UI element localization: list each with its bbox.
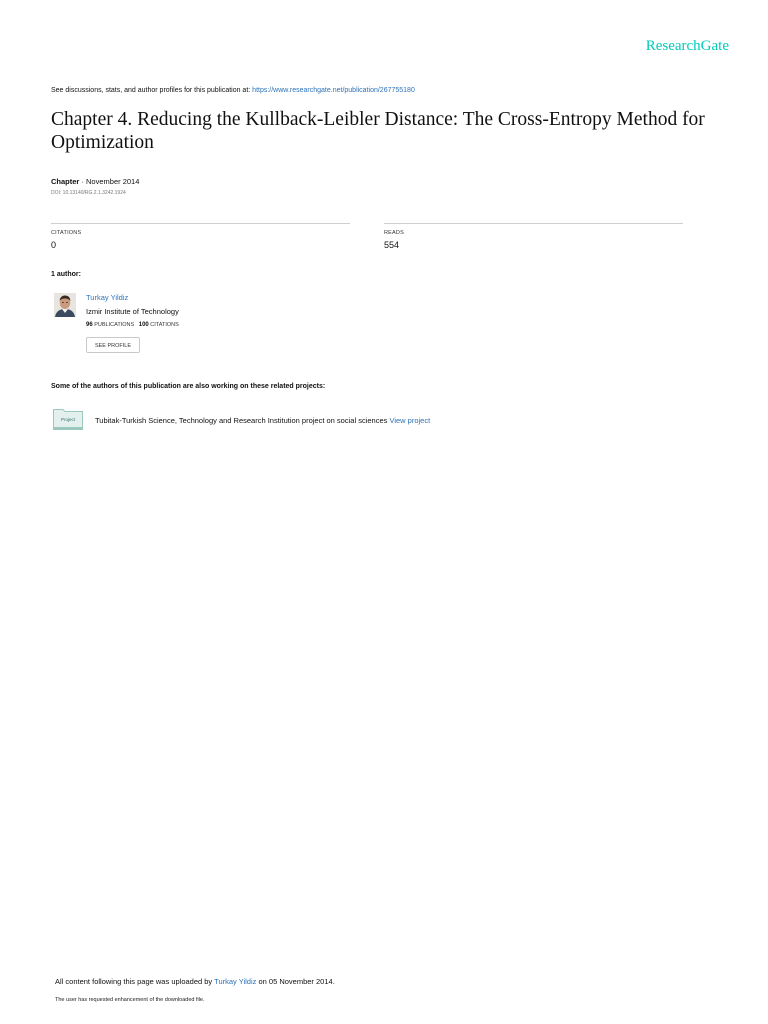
discussion-prefix: See discussions, stats, and author profiles for this publication at: [51, 87, 253, 94]
author-citations-count: 100 [138, 322, 149, 328]
person-photo-icon [54, 293, 76, 317]
author-name-link[interactable]: Turkay Yildiz [86, 293, 129, 302]
author-publications-count: 96 [86, 322, 93, 328]
author-institution: Izmir Institute of Technology [86, 307, 179, 316]
citations-value: 0 [51, 240, 57, 250]
view-project-link[interactable]: View project [389, 416, 431, 425]
citations-divider [51, 223, 350, 224]
upload-suffix: on 05 November 2014. [256, 977, 335, 986]
reads-divider [384, 223, 683, 224]
related-project-item [95, 416, 430, 425]
meta-separator: · [79, 177, 87, 186]
project-title: Tubitak-Turkish Science, Technology and Research Institution project on social sciences [95, 416, 390, 425]
publication-meta [51, 177, 139, 186]
citations-label: CITATIONS [51, 230, 82, 236]
related-projects-heading: Some of the authors of this publication are also working on these related projects: [51, 383, 326, 390]
researchgate-logo[interactable]: ResearchGate [645, 38, 729, 54]
publication-doi: DOI: 10.13140/RG.2.1.3242.1924 [51, 190, 126, 196]
publication-url-link[interactable]: https://www.researchgate.net/publication/267755180 [252, 87, 415, 94]
uploader-link[interactable]: Turkay Yildiz [214, 977, 257, 986]
author-avatar[interactable] [54, 293, 76, 317]
publication-date: November 2014 [86, 177, 140, 186]
publication-title: Chapter 4. Reducing the Kullback-Leibler Distance: The Cross-Entropy Method for Optimization [51, 109, 705, 153]
authors-heading: 1 author: [51, 271, 81, 278]
author-citations-label: CITATIONS [150, 322, 179, 328]
reads-value: 554 [384, 240, 400, 250]
discussion-line [51, 87, 415, 94]
publication-type: Chapter [51, 177, 80, 186]
enhancement-note: The user has requested enhancement of the downloaded file. [55, 997, 205, 1003]
author-publications-label: PUBLICATIONS [94, 322, 135, 328]
author-stats [86, 322, 179, 328]
reads-label: READS [384, 230, 404, 236]
upload-note [55, 977, 335, 986]
see-profile-button[interactable]: SEE PROFILE [86, 337, 140, 353]
project-icon-label: Project [60, 417, 75, 422]
upload-prefix: All content following this page was uploaded by [55, 977, 215, 986]
project-folder-icon [53, 408, 83, 430]
